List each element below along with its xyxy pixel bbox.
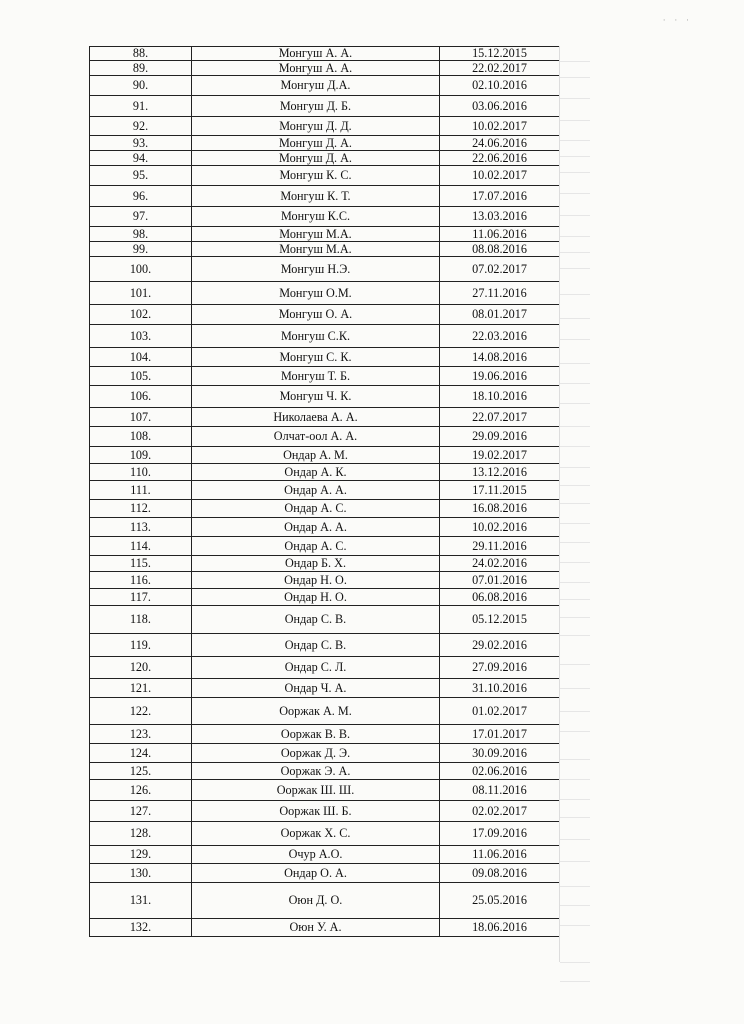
table-row [90,282,560,305]
bleed-line [560,861,590,862]
row-number: 95. [90,166,192,186]
row-number: 119. [90,634,192,657]
table-row [90,348,560,367]
table-row [90,744,560,763]
record-date: 22.02.2017 [440,61,560,76]
row-number: 118. [90,606,192,634]
person-name: Ооржак Э. А. [192,763,440,780]
table-row [90,305,560,325]
table-row [90,47,560,61]
bleed-line [560,962,590,963]
table-row [90,801,560,822]
table-row [90,447,560,464]
record-date: 01.02.2017 [440,698,560,725]
table-row [90,657,560,679]
record-date: 22.03.2016 [440,325,560,348]
person-name: Ондар А. К. [192,464,440,481]
row-number: 108. [90,427,192,447]
person-name: Ондар С. В. [192,606,440,634]
row-number: 123. [90,725,192,744]
table-row [90,481,560,500]
row-number: 88. [90,47,192,61]
row-number: 132. [90,919,192,937]
record-date: 07.01.2016 [440,572,560,589]
person-name: Николаева А. А. [192,408,440,427]
row-number: 97. [90,207,192,227]
table-row [90,61,560,76]
bleed-line [560,156,590,157]
record-date: 18.10.2016 [440,386,560,408]
bleed-line [560,403,590,404]
row-number: 120. [90,657,192,679]
table-row [90,227,560,242]
row-number: 106. [90,386,192,408]
row-number: 107. [90,408,192,427]
row-number: 116. [90,572,192,589]
bleed-line [560,503,590,504]
record-date: 29.02.2016 [440,634,560,657]
table-row [90,464,560,481]
bleed-line [560,294,590,295]
row-number: 91. [90,96,192,117]
person-name: Монгуш Д. А. [192,151,440,166]
bleed-line [560,193,590,194]
bleed-line [560,383,590,384]
person-name: Монгуш О. А. [192,305,440,325]
table-row [90,96,560,117]
row-number: 101. [90,282,192,305]
page-corner-mark: · · · [662,16,692,26]
person-name: Монгуш М.А. [192,242,440,257]
table-row [90,679,560,698]
person-name: Олчат-оол А. А. [192,427,440,447]
table-row [90,257,560,282]
record-date: 25.05.2016 [440,883,560,919]
person-name: Монгуш Ч. К. [192,386,440,408]
bleed-line [560,731,590,732]
row-number: 110. [90,464,192,481]
record-date: 05.12.2015 [440,606,560,634]
bleed-line [560,779,590,780]
bleed-line [560,688,590,689]
row-number: 93. [90,136,192,151]
bleed-line [560,582,590,583]
table-row [90,780,560,801]
table-row [90,919,560,937]
row-number: 129. [90,846,192,864]
record-date: 13.03.2016 [440,207,560,227]
record-date: 08.11.2016 [440,780,560,801]
bleed-line [560,817,590,818]
person-name: Ооржак А. М. [192,698,440,725]
table-row [90,822,560,846]
table-row [90,864,560,883]
record-date: 02.02.2017 [440,801,560,822]
row-number: 128. [90,822,192,846]
record-date: 07.02.2017 [440,257,560,282]
table-row [90,537,560,556]
person-name: Монгуш С.К. [192,325,440,348]
record-date: 29.11.2016 [440,537,560,556]
bleed-line [560,61,590,62]
bleed-line [560,617,590,618]
record-date: 10.02.2016 [440,518,560,537]
table-row [90,725,560,744]
bleed-line [560,711,590,712]
record-date: 30.09.2016 [440,744,560,763]
row-number: 100. [90,257,192,282]
person-name: Монгуш М.А. [192,227,440,242]
bleed-line [560,363,590,364]
record-date: 06.08.2016 [440,589,560,606]
person-name: Монгуш О.М. [192,282,440,305]
table-row [90,427,560,447]
table-row [90,556,560,572]
row-number: 99. [90,242,192,257]
row-number: 124. [90,744,192,763]
bleed-line [560,542,590,543]
bleed-line [560,925,590,926]
record-date: 29.09.2016 [440,427,560,447]
bleed-line [560,599,590,600]
person-name: Ооржак Ш. Ш. [192,780,440,801]
record-date: 17.09.2016 [440,822,560,846]
person-name: Ондар А. А. [192,518,440,537]
person-name: Оюн Д. О. [192,883,440,919]
bleed-line [560,236,590,237]
person-name: Ондар А. А. [192,481,440,500]
registry-table [89,46,560,937]
person-name: Очур А.О. [192,846,440,864]
record-date: 10.02.2017 [440,117,560,136]
person-name: Монгуш Т. Б. [192,367,440,386]
record-date: 22.06.2016 [440,151,560,166]
bleed-line [560,120,590,121]
record-date: 10.02.2017 [440,166,560,186]
record-date: 11.06.2016 [440,227,560,242]
person-name: Монгуш К. С. [192,166,440,186]
person-name: Монгуш Д. Б. [192,96,440,117]
bleed-line [560,759,590,760]
row-number: 113. [90,518,192,537]
table-row [90,500,560,518]
table-row [90,186,560,207]
person-name: Монгуш Д. А. [192,136,440,151]
person-name: Ондар А. С. [192,500,440,518]
person-name: Ооржак В. В. [192,725,440,744]
record-date: 14.08.2016 [440,348,560,367]
person-name: Оюн У. А. [192,919,440,937]
bleed-line [560,77,590,78]
bleed-line [560,98,590,99]
bleed-line [560,426,590,427]
table-row [90,325,560,348]
record-date: 24.06.2016 [440,136,560,151]
record-date: 09.08.2016 [440,864,560,883]
record-date: 02.10.2016 [440,76,560,96]
table-row [90,589,560,606]
person-name: Монгуш К.С. [192,207,440,227]
bleed-line [560,562,590,563]
record-date: 17.07.2016 [440,186,560,207]
record-date: 15.12.2015 [440,47,560,61]
person-name: Ондар С. Л. [192,657,440,679]
table-row [90,117,560,136]
bleed-line [560,446,590,447]
bleed-line [560,635,590,636]
row-number: 96. [90,186,192,207]
person-name: Ондар Н. О. [192,589,440,606]
person-name: Ондар Н. О. [192,572,440,589]
row-number: 114. [90,537,192,556]
bleed-line [560,339,590,340]
row-number: 92. [90,117,192,136]
bleed-line [560,252,590,253]
bleed-line [560,839,590,840]
record-date: 19.02.2017 [440,447,560,464]
table-row [90,242,560,257]
table-row [90,572,560,589]
record-date: 17.11.2015 [440,481,560,500]
row-number: 98. [90,227,192,242]
row-number: 115. [90,556,192,572]
record-date: 17.01.2017 [440,725,560,744]
bleed-line [560,799,590,800]
record-date: 08.01.2017 [440,305,560,325]
bleed-line [560,905,590,906]
bleed-line [560,485,590,486]
person-name: Ооржак Д. Э. [192,744,440,763]
person-name: Монгуш К. Т. [192,186,440,207]
person-name: Монгуш Н.Э. [192,257,440,282]
record-date: 13.12.2016 [440,464,560,481]
record-date: 19.06.2016 [440,367,560,386]
bleed-line [560,664,590,665]
record-date: 11.06.2016 [440,846,560,864]
table-row [90,408,560,427]
table-row [90,151,560,166]
table-row [90,386,560,408]
table-row [90,634,560,657]
row-number: 111. [90,481,192,500]
bleed-line [560,268,590,269]
table-row [90,76,560,96]
row-number: 109. [90,447,192,464]
record-date: 16.08.2016 [440,500,560,518]
row-number: 121. [90,679,192,698]
bleed-line [560,467,590,468]
bleed-line [560,140,590,141]
person-name: Монгуш С. К. [192,348,440,367]
table-row [90,698,560,725]
bleed-line [560,215,590,216]
person-name: Ондар С. В. [192,634,440,657]
table-row [90,207,560,227]
person-name: Ооржак Х. С. [192,822,440,846]
row-number: 103. [90,325,192,348]
record-date: 27.09.2016 [440,657,560,679]
row-number: 90. [90,76,192,96]
table-row [90,518,560,537]
table-row [90,883,560,919]
record-date: 08.08.2016 [440,242,560,257]
bleed-line [560,172,590,173]
table-row [90,367,560,386]
row-number: 125. [90,763,192,780]
table-row [90,846,560,864]
row-number: 102. [90,305,192,325]
bleed-line [560,886,590,887]
row-number: 126. [90,780,192,801]
person-name: Монгуш А. А. [192,61,440,76]
record-date: 18.06.2016 [440,919,560,937]
record-date: 31.10.2016 [440,679,560,698]
row-number: 130. [90,864,192,883]
bleed-line [560,523,590,524]
row-number: 89. [90,61,192,76]
person-name: Монгуш Д. Д. [192,117,440,136]
record-date: 27.11.2016 [440,282,560,305]
person-name: Ондар А. С. [192,537,440,556]
record-date: 03.06.2016 [440,96,560,117]
bleed-line [560,318,590,319]
row-number: 117. [90,589,192,606]
row-number: 105. [90,367,192,386]
table-row [90,763,560,780]
person-name: Ондар О. А. [192,864,440,883]
person-name: Ондар Б. Х. [192,556,440,572]
row-number: 112. [90,500,192,518]
record-date: 02.06.2016 [440,763,560,780]
person-name: Ондар Ч. А. [192,679,440,698]
person-name: Ондар А. М. [192,447,440,464]
person-name: Монгуш А. А. [192,47,440,61]
registry-table-body [90,47,560,937]
person-name: Монгуш Д.А. [192,76,440,96]
row-number: 104. [90,348,192,367]
row-number: 127. [90,801,192,822]
row-number: 94. [90,151,192,166]
record-date: 24.02.2016 [440,556,560,572]
row-number: 122. [90,698,192,725]
table-row [90,136,560,151]
table-row [90,606,560,634]
bleed-line [560,981,590,982]
person-name: Ооржак Ш. Б. [192,801,440,822]
bleed-through-margin [559,46,590,962]
row-number: 131. [90,883,192,919]
record-date: 22.07.2017 [440,408,560,427]
table-row [90,166,560,186]
